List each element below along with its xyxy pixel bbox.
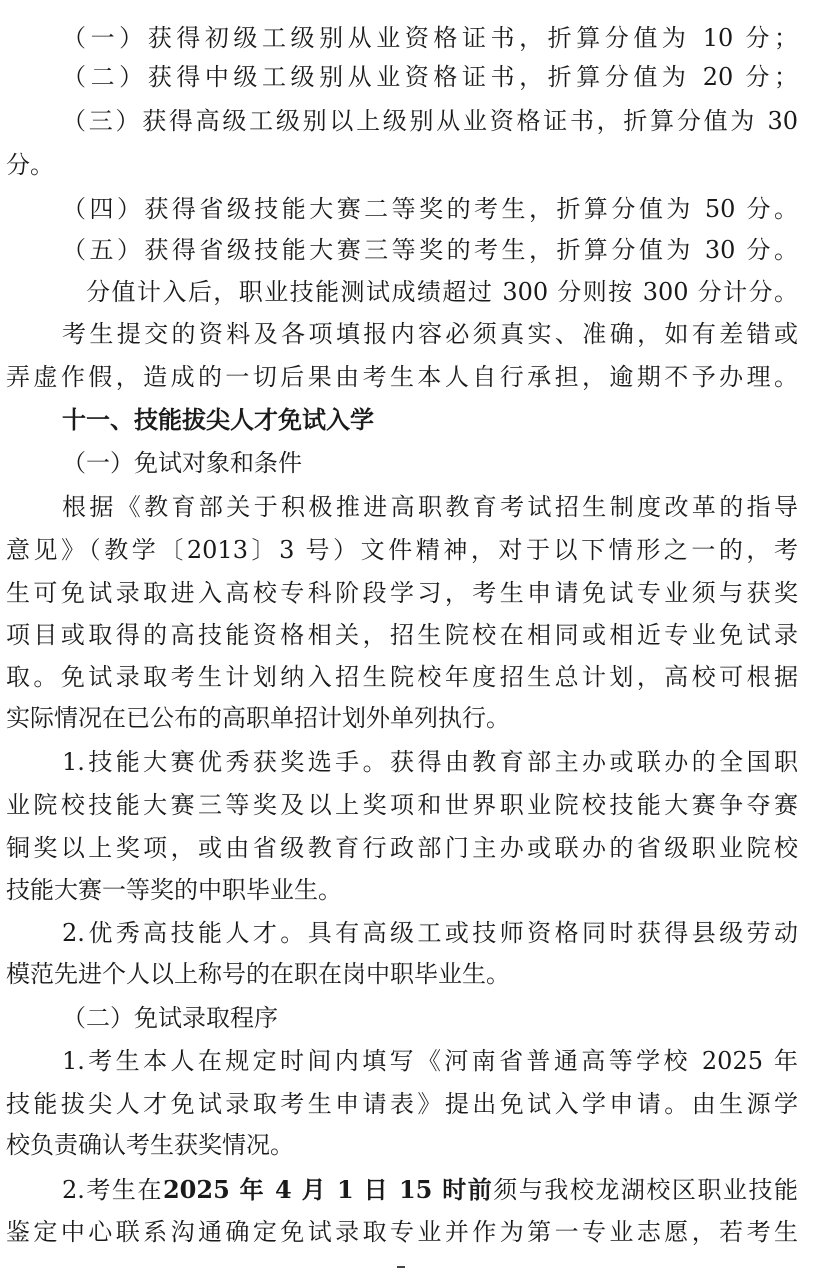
paragraph-line: 1.技能大赛优秀获奖选手。获得由教育部主办或联办的全国职: [62, 748, 798, 776]
paragraph-line: （三）获得高级工级别以上级别从业资格证书，折算分值为 30: [62, 107, 798, 135]
deadline-line: [62, 1170, 798, 1210]
paragraph-line: （二）获得中级工级别从业资格证书，折算分值为 20 分；: [62, 63, 798, 91]
paragraph-line: 考生提交的资料及各项填报内容必须真实、准确，如有差错或: [62, 320, 798, 348]
deadline-prefix: 2.考生在: [62, 1176, 163, 1204]
paragraph-line: 技能大赛一等奖的中职毕业生。: [6, 876, 342, 904]
paragraph-line: （五）获得省级技能大赛三等奖的考生，折算分值为 30 分。: [62, 236, 798, 264]
paragraph-line: （一）获得初级工级别从业资格证书，折算分值为 10 分；: [62, 24, 798, 52]
paragraph-line: 意见》（教学〔2013〕3 号）文件精神，对于以下情形之一的，考: [6, 536, 798, 564]
paragraph-line: 模范先进个人以上称号的在职在岗中职毕业生。: [6, 960, 510, 988]
paragraph-line: 鉴定中心联系沟通确定免试录取专业并作为第一专业志愿，若考生: [6, 1218, 798, 1246]
paragraph-line: 根据《教育部关于积极推进高职教育考试招生制度改革的指导: [62, 493, 798, 521]
paragraph-line: 分。: [6, 151, 54, 179]
paragraph-line: 项目或取得的高技能资格相关，招生院校在相同或相近专业免试录: [6, 621, 798, 649]
page-number-mark: [397, 1266, 405, 1268]
subsection-heading: （一）免试对象和条件: [62, 449, 302, 477]
paragraph-line: （四）获得省级技能大赛二等奖的考生，折算分值为 50 分。: [62, 195, 798, 223]
paragraph-line: 分值计入后，职业技能测试成绩超过 300 分则按 300 分计分。: [86, 278, 798, 306]
section-heading: 十一、技能拔尖人才免试入学: [62, 405, 374, 434]
subsection-heading: （二）免试录取程序: [62, 1004, 278, 1032]
paragraph-line: 实际情况在已公布的高职单招计划外单列执行。: [6, 704, 510, 732]
deadline-suffix: 须与我校龙湖校区职业技能: [493, 1176, 798, 1204]
paragraph-line: 校负责确认考生获奖情况。: [6, 1131, 294, 1159]
paragraph-line: 取。免试录取考生计划纳入招生院校年度招生总计划，高校可根据: [6, 663, 798, 691]
paragraph-line: 业院校技能大赛三等奖及以上奖项和世界职业院校技能大赛争夺赛: [6, 791, 798, 819]
paragraph-line: 技能拔尖人才免试录取考生申请表》提出免试入学申请。由生源学: [6, 1090, 798, 1118]
paragraph-line: 2.优秀高技能人才。具有高级工或技师资格同时获得县级劳动: [62, 919, 798, 947]
paragraph-line: 生可免试录取进入高校专科阶段学习，考生申请免试专业须与获奖: [6, 579, 798, 607]
deadline-date: 2025 年 4 月 1 日 15 时前: [162, 1175, 494, 1204]
paragraph-line: 铜奖以上奖项，或由省级教育行政部门主办或联办的省级职业院校: [6, 834, 798, 862]
paragraph-line: 1.考生本人在规定时间内填写《河南省普通高等学校 2025 年: [62, 1047, 798, 1075]
paragraph-line: 弄虚作假，造成的一切后果由考生本人自行承担，逾期不予办理。: [6, 363, 798, 391]
